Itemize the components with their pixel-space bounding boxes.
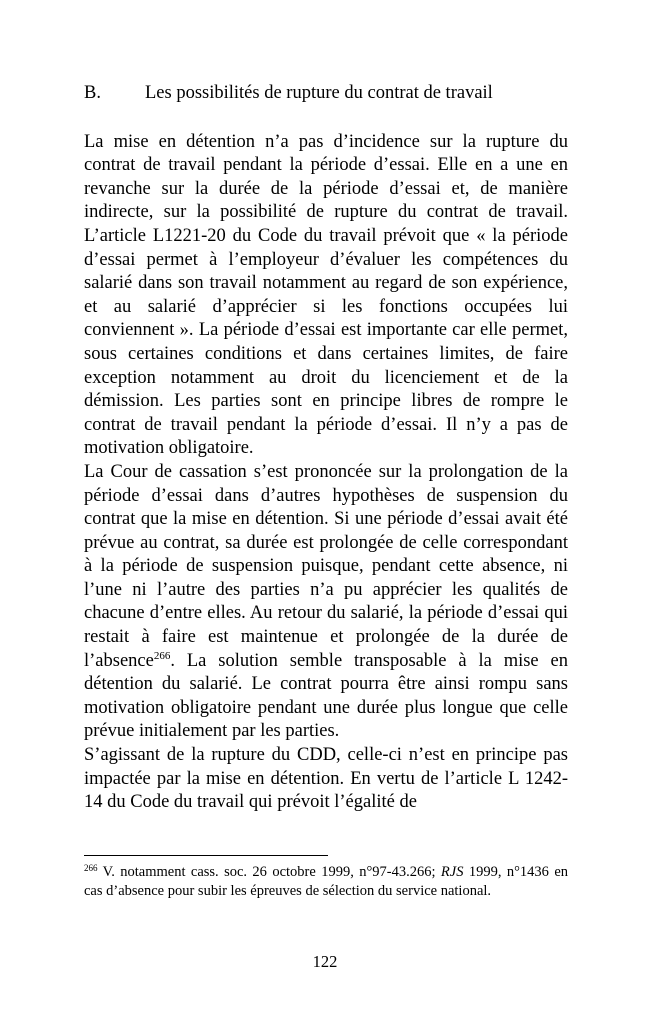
footnote-number: 266 [84, 863, 98, 873]
paragraph-2 [84, 461, 568, 744]
page-number: 122 [312, 952, 338, 971]
footnote-text-start: V. notamment cass. soc. 26 octobre 1999, n°97-43.266; [97, 864, 441, 880]
page-body [84, 82, 568, 815]
footnote-journal-abbrev: RJS [440, 864, 464, 880]
paragraph-3: S’agissant de la rupture du CDD, celle-ci n’est en principe pas impactée par la mise en détention. En vertu de l’article L 1242-14 du Code du travail qui prévoit l’égalité de [84, 745, 568, 813]
footnote-text-end: 1999, n°1436 en cas d’absence pour subir les épreuves de sélection du service national. [84, 864, 569, 899]
paragraph-2-text-before-note: La Cour de cassation s’est prononcée sur la prolongation de la période d’essai dans d’autres hypothèses de suspension du contrat que la mise en détention. Si une période d’essai avait été prévue au contrat, sa durée est prolongée de celle correspondant à la période de suspension puisque, pendant cette absence, ni l’une ni l’autre des parties n’a pu apprécier les qualités de chacune d’entre elles. Au retour du salarié, la période d’essai qui restait à faire est maintenue et prolongée de la durée de l’absence [84, 461, 568, 671]
footnote-reference[interactable]: 266 [153, 649, 171, 662]
paragraph-2-text-after-note: . La solution semble transposable à la mise en détention du salarié. Le contrat pourra être ainsi rompu sans motivation obligatoire pendant une durée plus longue que celle prévue initialement par les parties. [84, 650, 568, 742]
section-title: Les possibilités de rupture du contrat de travail [145, 83, 493, 103]
footnote-separator [84, 855, 328, 856]
footnote [84, 863, 568, 901]
section-number: B. [84, 83, 101, 103]
section-heading [84, 82, 568, 106]
paragraph-1: La mise en détention n’a pas d’incidence sur la rupture du contrat de travail pendant la période d’essai. Elle en a une en revanche sur la durée de la période d’essai et, de manière indirecte, sur la possibilité de rupture du contrat de travail. L’article L1221-20 du Code du travail prévoit que « la période d’essai permet à l’employeur d’évaluer les compétences du salarié dans son travail notamment au regard de son expérience, et au salarié d’apprécier si les fonctions occupées lui conviennent ». La période d’essai est importante car elle permet, sous certaines conditions et dans certaines limites, de faire exception notamment au droit du licenciement et de la démission. Les parties sont en principe libres de rompre le contrat de travail pendant la période d’essai. Il n’y a pas de motivation obligatoire. [84, 131, 568, 459]
